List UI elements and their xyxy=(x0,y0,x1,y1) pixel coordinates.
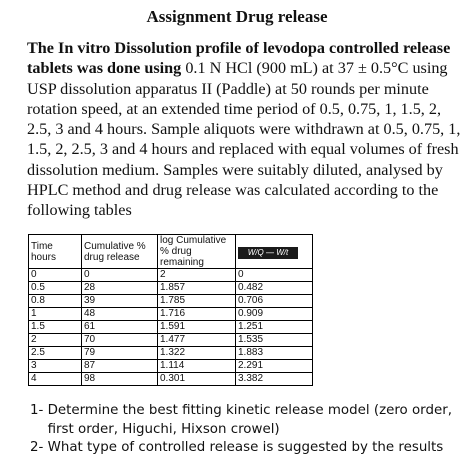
table-cell: 87 xyxy=(82,360,158,373)
table-cell: 0.8 xyxy=(29,295,82,308)
table-row xyxy=(29,269,313,282)
table-row xyxy=(29,282,313,295)
release-data-table xyxy=(28,234,313,386)
table-cell: 61 xyxy=(82,321,158,334)
question-text: What type of controlled release is suggested by the results xyxy=(47,440,444,455)
table-row xyxy=(29,347,313,360)
intro-bold-lead: The In vitro Dissolution profile of levodopa controlled release tablets was done using xyxy=(27,39,451,78)
table-header-row xyxy=(29,235,313,269)
table-cell: 98 xyxy=(82,373,158,386)
table-cell: 1.535 xyxy=(236,334,313,347)
table-cell: 0 xyxy=(236,269,313,282)
table-cell: 1.322 xyxy=(158,347,236,360)
question-text: Determine the best fitting kinetic release model (zero order, first order, Higuchi, Hixson crowel) xyxy=(47,403,452,437)
header-log-remaining: log Cumulative % drug remaining xyxy=(158,235,236,269)
table-cell: 3 xyxy=(29,360,82,373)
question-item xyxy=(30,402,470,439)
table-cell: 1 xyxy=(29,308,82,321)
table-cell: 48 xyxy=(82,308,158,321)
table-cell: 1.716 xyxy=(158,308,236,321)
question-number: 1- xyxy=(30,403,48,418)
table-cell: 0.909 xyxy=(236,308,313,321)
header-image-cell xyxy=(236,235,313,269)
table-cell: 3.382 xyxy=(236,373,313,386)
question-item xyxy=(30,439,470,458)
table-row xyxy=(29,334,313,347)
table-cell: 2 xyxy=(158,269,236,282)
table-row xyxy=(29,360,313,373)
table-cell: 39 xyxy=(82,295,158,308)
table-cell: 1.251 xyxy=(236,321,313,334)
table-cell: 1.591 xyxy=(158,321,236,334)
table-cell: 0.706 xyxy=(236,295,313,308)
table-cell: 4 xyxy=(29,373,82,386)
table-cell: 2 xyxy=(29,334,82,347)
table-row xyxy=(29,295,313,308)
question-number: 2- xyxy=(30,440,48,455)
header-equation-image: W/Q — W/t xyxy=(238,247,298,259)
table-cell: 0.301 xyxy=(158,373,236,386)
document-title: Assignment Drug release xyxy=(146,7,328,26)
table-cell: 1.883 xyxy=(236,347,313,360)
header-cumulative-release: Cumulative % drug release xyxy=(82,235,158,269)
table-cell: 1.857 xyxy=(158,282,236,295)
table-cell: 1.785 xyxy=(158,295,236,308)
table-cell: 2.5 xyxy=(29,347,82,360)
questions-list xyxy=(30,402,470,458)
table-cell: 79 xyxy=(82,347,158,360)
table-cell: 0 xyxy=(82,269,158,282)
table-cell: 0.482 xyxy=(236,282,313,295)
header-time: Time hours xyxy=(29,235,82,269)
table-cell: 2.291 xyxy=(236,360,313,373)
table-cell: 1.5 xyxy=(29,321,82,334)
table-cell: 70 xyxy=(82,334,158,347)
table-cell: 1.114 xyxy=(158,360,236,373)
table-row xyxy=(29,373,313,386)
intro-rest: 0.1 N HCl (900 mL) at 37 ± 0.5°C using USP dissolution apparatus II (Paddle) at 50 rounds per minute rotation speed, at an extended time period of 0.5, 0.75, 1, 1.5, 2, 2.5, 3 and 4 hours. Sample aliquots were withdrawn at 0.5, 0.75, 1, 1.5, 2, 2.5, 3 and 4 hours and replaced with equal volumes of fresh dissolution medium. Samples were suitably diluted, analysed by HPLC method and drug release was calculated according to the following tables xyxy=(27,59,461,220)
intro-paragraph xyxy=(27,38,462,221)
table-cell: 1.477 xyxy=(158,334,236,347)
table-cell: 0.5 xyxy=(29,282,82,295)
table-row xyxy=(29,321,313,334)
table-cell: 0 xyxy=(29,269,82,282)
table-cell: 28 xyxy=(82,282,158,295)
table-row xyxy=(29,308,313,321)
